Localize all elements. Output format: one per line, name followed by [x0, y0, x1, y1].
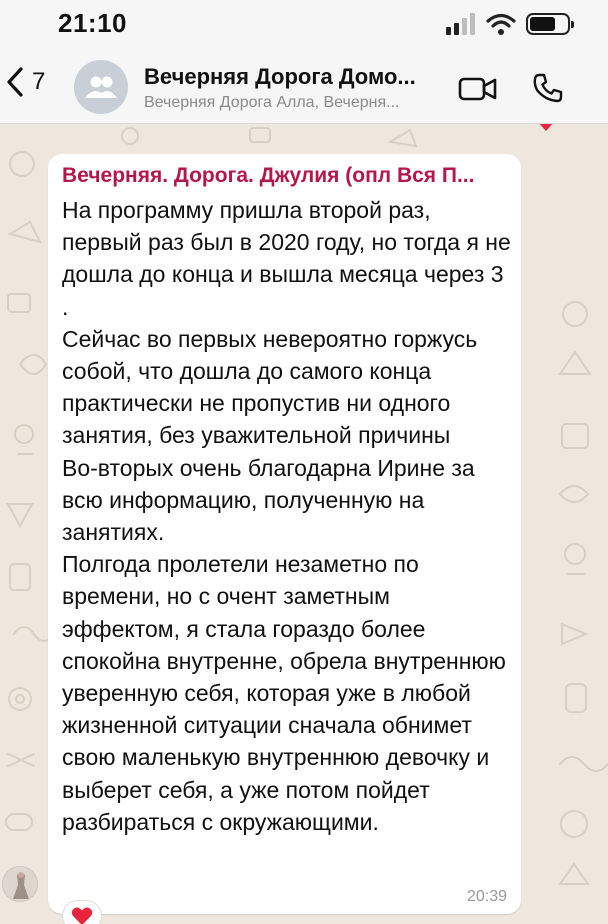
video-call-button[interactable] — [458, 76, 498, 107]
status-time: 21:10 — [58, 8, 127, 38]
battery-fill — [530, 17, 555, 31]
message-time: 20:39 — [466, 888, 507, 905]
message-paragraph: Во-вторых очень благодарна Ирине за всю информацию, полученную на занятиях. — [62, 454, 475, 546]
voice-call-button[interactable] — [532, 72, 564, 109]
phone-icon — [532, 72, 564, 104]
back-button[interactable] — [4, 66, 45, 98]
battery-icon — [526, 13, 570, 35]
message-text — [62, 194, 512, 838]
sender-avatar[interactable] — [2, 866, 38, 902]
chat-area[interactable] — [0, 124, 608, 924]
group-avatar-icon — [84, 75, 118, 99]
sender-name[interactable]: Вечерняя. Дорога. Джулия (опл Вся П... — [62, 164, 475, 187]
chevron-left-icon — [4, 66, 26, 98]
message-paragraph: Полгода пролетели незаметно по времени, но с очент заметным эффектом, я стала гораздо более спокойна внутренне, обрела внутреннюю уверенную себя, которая уже в любой жизненной ситуации сначала обнимет свою маленькую внутреннюю девочку и выберет себя, а уже потом пойдет разбираться с окружающими. — [62, 551, 506, 835]
message-paragraph: На программу пришла второй раз, первый раз был в 2020 году, но тогда я не дошла до конца и вышла месяца через 3 . — [62, 197, 511, 320]
wifi-icon — [486, 13, 516, 35]
message-bubble[interactable] — [48, 154, 521, 914]
heart-icon — [71, 906, 93, 924]
signal-icon — [446, 13, 476, 35]
status-bar — [0, 0, 608, 52]
chat-header — [0, 52, 608, 124]
reaction-badge[interactable] — [62, 900, 102, 924]
message-paragraph: Сейчас во первых невероятно горжусь собой, что дошла до самого конца практически не пропустив ни одного занятия, без уважительной причины — [62, 325, 478, 449]
status-icons — [446, 13, 570, 35]
unread-count: 7 — [32, 68, 46, 95]
chat-subtitle[interactable]: Вечерняя Дорога Алла, Вечерня... — [144, 94, 400, 111]
group-avatar[interactable] — [74, 60, 128, 114]
video-call-icon — [458, 76, 498, 102]
chat-title[interactable]: Вечерняя Дорога Домо... — [144, 64, 416, 89]
scroll-down-indicator[interactable] — [536, 124, 556, 134]
